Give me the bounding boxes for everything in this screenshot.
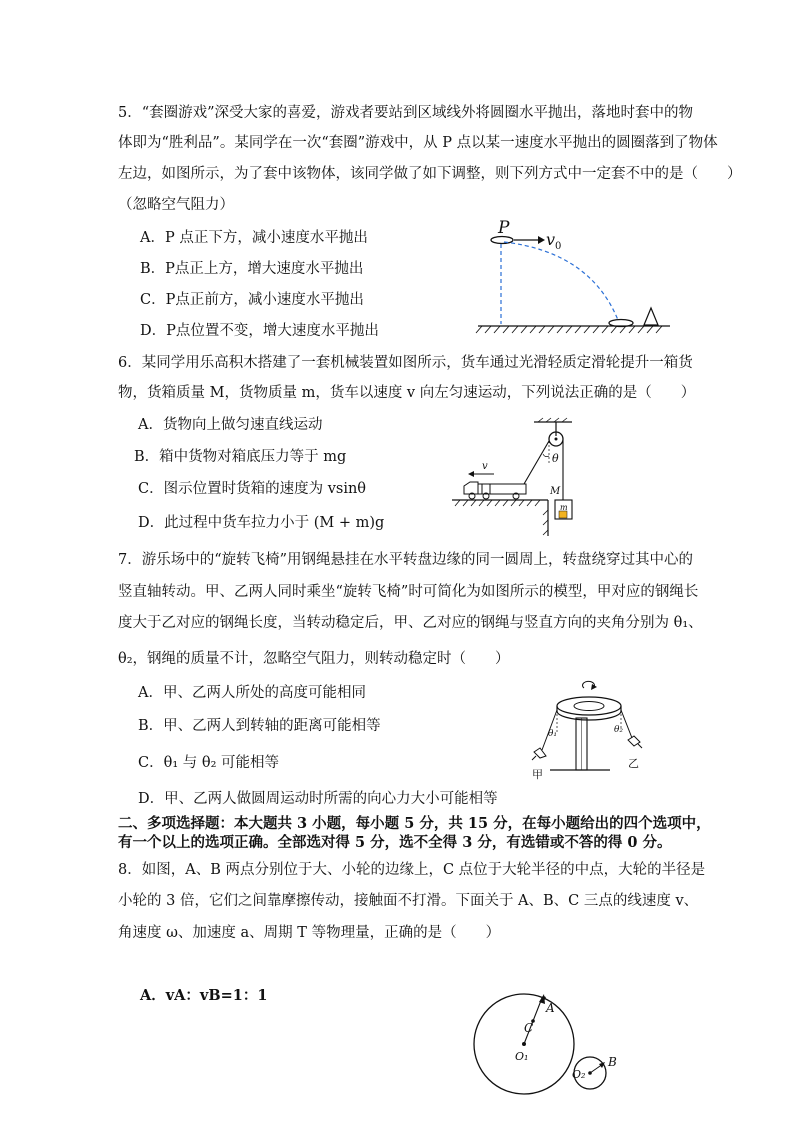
- q7-option-a: A．甲、乙两人所处的高度可能相同: [138, 685, 366, 701]
- q6-option-c: C．图示位置时货箱的速度为 vsinθ: [138, 481, 367, 497]
- q6-stem-line1: 6．某同学用乐高积木搭建了一套机械装置如图所示，货车通过光滑轻质定滑轮提升一箱货: [118, 355, 693, 371]
- q7-option-c: C．θ₁ 与 θ₂ 可能相等: [138, 755, 280, 771]
- rope-to-truck: [524, 441, 549, 484]
- q5-option-c: C．P点正前方，减小速度水平抛出: [140, 292, 364, 308]
- velocity-arrowhead: [538, 236, 545, 244]
- o2-label: O₂: [572, 1068, 586, 1081]
- o1-label: O₁: [515, 1050, 529, 1063]
- ground-hatching: [455, 500, 548, 535]
- point-b-label: B: [608, 1055, 617, 1069]
- q7-stem-line4: θ₂，钢绳的质量不计，忽略空气阻力，则转动稳定时（ ）: [118, 651, 510, 667]
- yi-label: 乙: [628, 757, 639, 770]
- theta-label: θ: [552, 452, 559, 465]
- q7-option-b: B．甲、乙两人到转轴的距离可能相等: [138, 718, 381, 734]
- q5-stem-line1: 5．“套圈游戏”深受大家的喜爱，游戏者要站到区域线外将圆圈水平抛出，落地时套中的物: [118, 105, 694, 121]
- q5-option-a: A．P 点正下方，减小速度水平抛出: [140, 230, 368, 246]
- point-c-label: C: [524, 1021, 534, 1035]
- q6-option-b: B．箱中货物对箱底压力等于 mg: [134, 449, 347, 465]
- cargo-item: [559, 511, 567, 518]
- point-a-label: A: [546, 1001, 555, 1015]
- q8-stem-line3: 角速度 ω、加速度 a、周期 T 等物理量，正确的是（ ）: [118, 925, 501, 941]
- q7-option-d: D．甲、乙两人做圆周运动时所需的向心力大小可能相等: [138, 791, 498, 807]
- q6-pulley-figure: [452, 418, 588, 536]
- v0-label: $v_0$: [546, 230, 562, 252]
- section2-heading-line1: 二、多项选择题：本大题共 3 小题，每小题 5 分，共 15 分，在每小题给出的四个选项中，: [118, 815, 711, 832]
- q7-stem-line2: 竖直轴转动。甲、乙两人同时乘坐“旋转飞椅”时可简化为如图所示的模型，甲对应的钢绳长: [118, 584, 699, 600]
- truck: [464, 482, 526, 499]
- q7-swing-ride-figure: [532, 676, 650, 788]
- q6-option-d: D．此过程中货车拉力小于 (M + m)g: [138, 515, 385, 531]
- q8-stem-line1: 8．如图，A、B 两点分别位于大、小轮的边缘上，C 点位于大轮半径的中点，大轮的半径是: [118, 862, 706, 878]
- point-p-label: P: [498, 218, 510, 238]
- q5-option-b: B．P点正上方，增大速度水平抛出: [140, 261, 364, 277]
- jia-label: 甲: [532, 768, 543, 781]
- turntable: [557, 697, 621, 715]
- q7-stem-line1: 7．游乐场中的“旋转飞椅”用钢绳悬挂在水平转盘边缘的同一圆周上，转盘绕穿过其中心的: [118, 552, 694, 568]
- q5-stem-line3: 左边，如图所示，为了套中该物体，该同学做了如下调整，则下列方式中一定套不中的是（ ）: [118, 166, 742, 182]
- q8-stem-line2: 小轮的 3 倍，它们之间靠摩擦传动，接触面不打滑。下面关于 A、B、C 三点的线速度 v、: [118, 893, 699, 909]
- truck-v-label: v: [482, 461, 488, 472]
- target-object: [644, 308, 658, 325]
- cargo-mass-label: m: [560, 503, 568, 512]
- section2-heading-line2: 有一个以上的选项正确。全部选对得 5 分，选不全得 3 分，有选错或不答的得 0 分。: [118, 834, 672, 851]
- trajectory-curve: [504, 242, 618, 320]
- q5-option-d: D．P点位置不变，增大速度水平抛出: [140, 323, 379, 339]
- q5-stem-line4: （忽略空气阻力）: [118, 197, 234, 213]
- q8-option-a: A．vA：vB=1：1: [140, 987, 268, 1004]
- q5-ring-toss-figure: [470, 212, 680, 340]
- chair-jia: [532, 748, 546, 760]
- theta2-label: θ₂: [614, 725, 624, 735]
- box-mass-label: M: [550, 486, 561, 497]
- truck-velocity-arrowhead: [468, 471, 474, 477]
- point-a: [542, 996, 546, 1000]
- q7-stem-line3: 度大于乙对应的钢绳长度，当转动稳定后，甲、乙对应的钢绳与竖直方向的夹角分别为 θ₁、: [118, 615, 703, 631]
- q6-option-a: A．货物向上做匀速直线运动: [138, 417, 323, 433]
- q6-stem-line2: 物，货箱质量 M，货物质量 m，货车以速度 v 向左匀速运动，下列说法正确的是（ ）: [118, 385, 696, 401]
- q8-friction-wheels-figure: [468, 990, 628, 1098]
- q5-stem-line2: 体即为“胜利品”。某同学在一次“套圈”游戏中，从 P 点以某一速度水平抛出的圆圈落到了物体: [118, 135, 718, 151]
- ground-hatching: [476, 326, 662, 333]
- chair-yi: [628, 736, 642, 748]
- theta1-label: θ₁: [548, 729, 558, 739]
